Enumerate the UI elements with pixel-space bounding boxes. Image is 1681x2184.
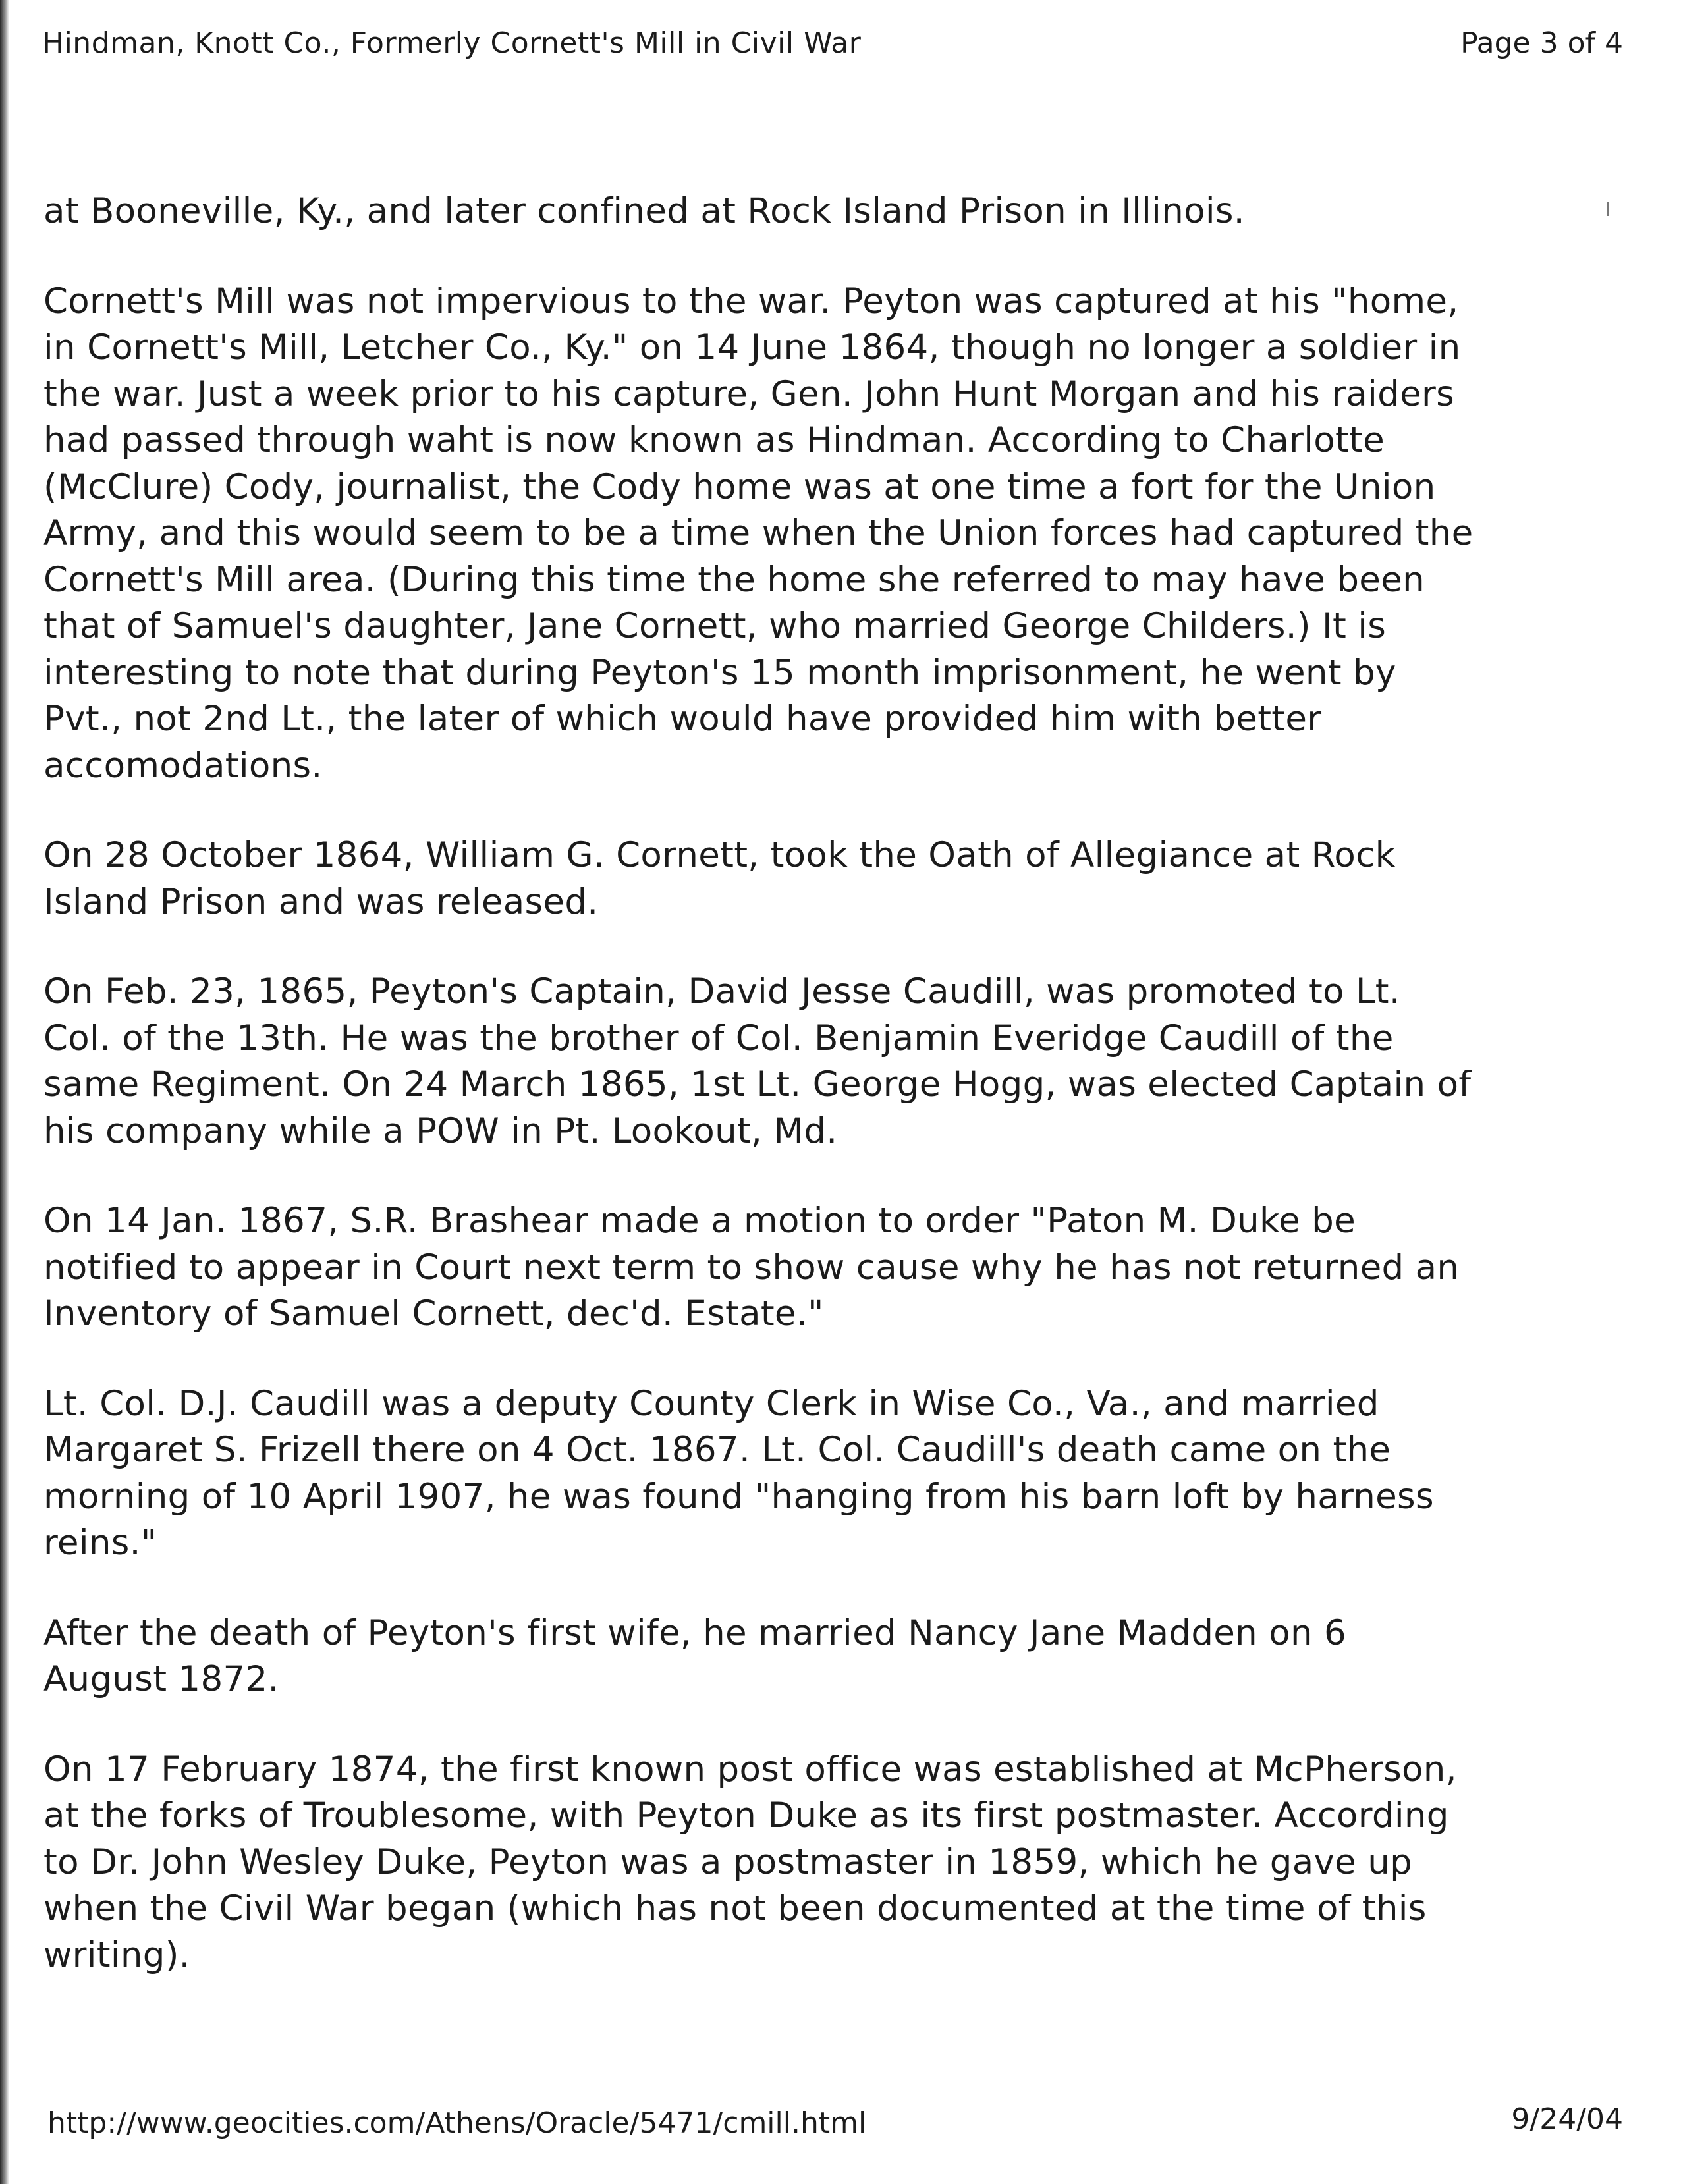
paragraph: Lt. Col. D.J. Caudill was a deputy County Clerk in Wise Co., Va., and married Margaret S. Frizell there on 4 Oct. 1867. Lt. Col. Caudill's death came on the morning of 10 April 1907, he was found "hanging from his barn loft by harness reins."	[43, 1383, 1434, 1563]
page-number: Page 3 of 4	[1460, 26, 1623, 60]
footer-url: http://www.geocities.com/Athens/Oracle/5471/cmill.html	[47, 2106, 867, 2140]
paragraph: On 14 Jan. 1867, S.R. Brashear made a motion to order "Paton M. Duke be notified to appear in Court next term to show cause why he has not returned an Inventory of Samuel Cornett, dec'd. Estate."	[43, 1201, 1460, 1334]
paragraph: On 17 February 1874, the first known post office was established at McPherson, at the forks of Troublesome, with Peyton Duke as its first postmaster. According to Dr. John Wesley Duke, Peyton was a postmaster in 1859, which he gave up when the Civil War began (which has not been documented at the time of this writing).	[43, 1749, 1457, 1975]
paragraph: On Feb. 23, 1865, Peyton's Captain, David Jesse Caudill, was promoted to Lt. Col. of the 13th. He was the brother of Col. Benjamin Everidge Caudill of the same Regiment. On 24 March 1865, 1st Lt. George Hogg, was elected Captain of his company while a POW in Pt. Lookout, Md.	[43, 971, 1472, 1151]
paragraph: After the death of Peyton's first wife, he married Nancy Jane Madden on 6 August 1872.	[43, 1612, 1347, 1699]
scan-edge-shadow	[0, 0, 9, 2184]
paragraph: at Booneville, Ky., and later confined at Rock Island Prison in Illinois.	[43, 191, 1245, 231]
paragraph: On 28 October 1864, William G. Cornett, took the Oath of Allegiance at Rock Island Prison and was released.	[43, 835, 1396, 922]
page-header-title: Hindman, Knott Co., Formerly Cornett's Mill in Civil War	[42, 26, 862, 60]
footer-date: 9/24/04	[1511, 2102, 1623, 2136]
paragraph: Cornett's Mill was not impervious to the war. Peyton was captured at his "home, in Cornett's Mill, Letcher Co., Ky." on 14 June 1864, though no longer a soldier in the war. Just a week prior to his capture, Gen. John Hunt Morgan and his raiders had passed through waht is now known as Hindman. According to Charlotte (McClure) Cody, journalist, the Cody home was at one time a fort for the Union Army, and this would seem to be a time when the Union forces had captured the Cornett's Mill area. (During this time the home she referred to may have been that of Samuel's daughter, Jane Cornett, who married George Childers.) It is interesting to note that during Peyton's 15 month imprisonment, he went by Pvt., not 2nd Lt., the later of which would have provided him with better accomodations.	[43, 281, 1474, 786]
document-body	[43, 188, 1638, 2022]
